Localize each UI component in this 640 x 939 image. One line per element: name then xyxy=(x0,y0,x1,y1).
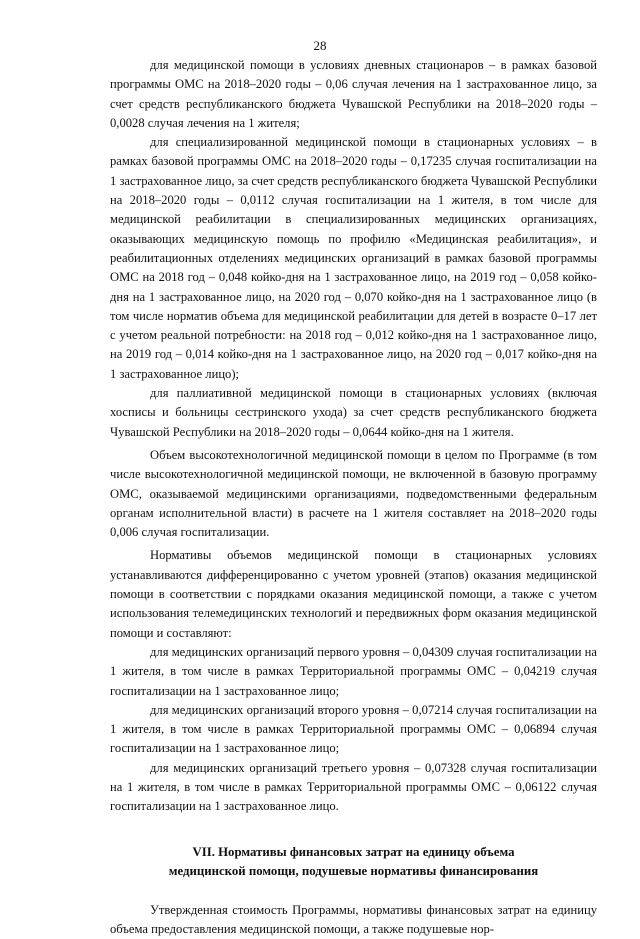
paragraph-inpatient-norms: Нормативы объемов медицинской помощи в стационарных условиях устанавливаются дифференцированно с учетом уровней (этапов) оказания медицинской помощи в соответствии с порядками оказания медицинской помощи, а также с учетом использования телемедицинских технологий и передвижных форм оказания медицинской помощи и составляют: xyxy=(110,548,597,640)
paragraph-day-hospital: для медицинской помощи в условиях дневных стационаров – в рамках базовой программы ОМС на 2018–2020 годы – 0,06 случая лечения на 1 застрахованное лицо, за счет средств республиканского бюджета Чувашской Республики на 2018–2020 годы – 0,0028 случая лечения на 1 жителя; xyxy=(110,58,597,130)
paragraph-level-three: для медицинских организаций третьего уровня – 0,07328 случая госпитализации на 1 жителя, в том числе в рамках Территориальной программы ОМС – 0,06122 случая госпитализации на 1 застрахованное лицо. xyxy=(110,760,597,814)
section-heading-line-2: медицинской помощи, подушевые нормативы финансирования xyxy=(168,863,539,878)
section-heading-line-1: VII. Нормативы финансовых затрат на единицу объема xyxy=(192,844,515,859)
paragraph-level-two: для медицинских организаций второго уровня – 0,07214 случая госпитализации на 1 жителя, в том числе в рамках Территориальной программы ОМС – 0,06894 случая госпитализации на 1 застрахованное лицо; xyxy=(110,702,597,756)
paragraph-level-one: для медицинских организаций первого уровня – 0,04309 случая госпитализации на 1 жителя, в том числе в рамках Территориальной программы ОМС – 0,04219 случая госпитализации на 1 застрахованное лицо; xyxy=(110,644,597,698)
paragraph-high-tech-care: Объем высокотехнологичной медицинской помощи в целом по Программе (в том числе высокотехнологичной медицинской помощи, не включенной в базовую программу ОМС, оказываемой медицинскими организациями, подведомственными федеральным органам исполнительной власти) в расчете на 1 жителя составляет на 2018–2020 годы 0,006 случая госпитализации. xyxy=(110,447,597,540)
paragraph-specialized-care: для специализированной медицинской помощи в стационарных условиях – в рамках базовой программы ОМС на 2018–2020 годы – 0,17235 случая госпитализации на 1 застрахованное лицо, за счет средств республиканского бюджета Чувашской Республики на 2018–2020 годы – 0,0112 случая госпитализации на 1 жителя, в том числе для медицинской реабилитации в специализированных медицинских организациях, оказывающих медицинскую помощь по профилю «Медицинская реабилитация», и реабилитационных отделениях медицинских организаций в рамках базовой программы ОМС на 2018 год – 0,048 койко-дня на 1 застрахованное лицо, на 2019 год – 0,058 койко-дня на 1 застрахованное лицо, на 2020 год – 0,070 койко-дня на 1 застрахованное лицо (в том числе норматив объема для медицинской реабилитации для детей в возрасте 0–17 лет с учетом реальной потребности: на 2018 год – 0,012 койко-дня на 1 застрахованное лицо, на 2019 год – 0,014 койко-дня на 1 застрахованное лицо, на 2020 год – 0,017 койко-дня на 1 застрахованное лицо); xyxy=(110,135,597,381)
paragraph-program-cost: Утвержденная стоимость Программы, нормативы финансовых затрат на единицу объема предоставления медицинской помощи, а также подушевые нор- xyxy=(110,902,597,936)
paragraph-palliative-care: для паллиативной медицинской помощи в стационарных условиях (включая хосписы и больницы сестринского ухода) за счет средств республиканского бюджета Чувашской Республики на 2018–2020 годы – 0,0644 койко-дня на 1 жителя. xyxy=(110,386,597,439)
document-body xyxy=(110,56,597,939)
page-number: 28 xyxy=(313,38,327,53)
section-heading xyxy=(110,843,597,881)
